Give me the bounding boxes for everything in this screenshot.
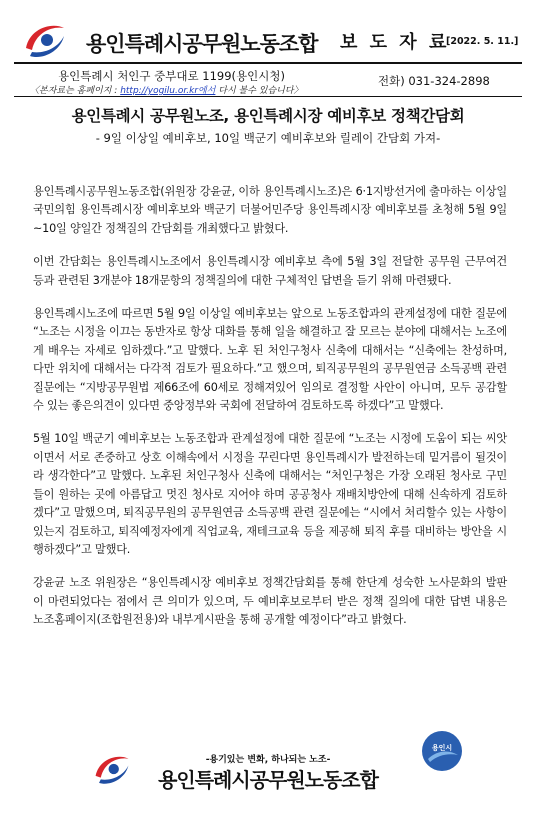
press-date: [2022. 5. 11.]	[446, 36, 519, 47]
footer-org-name: 용인특례시공무원노동조합	[158, 768, 378, 792]
org-title: 용인특례시공무원노동조합	[86, 32, 318, 56]
press-release-label: 보 도 자 료	[340, 32, 450, 53]
footer-slogan: -용기있는 변화, 하나되는 노조-	[205, 755, 331, 765]
homepage-prefix: 〈본자료는 홈페이지 :	[30, 86, 118, 96]
yongin-city-emblem-icon	[420, 729, 464, 773]
address-text: 용인특례시 처인구 중부대로 1199(용인시청)	[58, 69, 285, 83]
paragraph: 5월 10일 백군기 예비후보는 노동조합과 관계설정에 대한 질문에 “노조는 시정에 도움이 되는 씨앗이면서 서로 존중하고 상호 이해속에서 시정을 꾸린다면 용인특례시가 발전하는데 밑거름이 될것이라 생각한다”고 말했다. 노후된 처인구청사 신축에 대해서는 “처인구청은 가장 오래된 청사로 구민들이 원하는 곳에 아름답고 멋진 청사로 지어야 하며 공공청사 재배치방안에 대해 신속하게 검토하겠다”고 말했으며, 퇴직공무원의 공무원연금 소득공백 관련 질문에는 “시에서 처리할수 있는 사항이 있는지 검토하고, 퇴직예정자에게 직업교육, 재테크교육 등을 제공해 퇴직 후를 대비하는 방안을 시행하겠다”고 말했다.	[33, 432, 507, 556]
header-divider	[14, 62, 522, 64]
article-body	[33, 183, 507, 645]
article-subhead: - 9일 이상일 예비후보, 10일 백군기 예비후보와 릴레이 간담회 가져-	[95, 131, 441, 145]
emblem-label: 용인시	[431, 744, 453, 752]
homepage-note	[30, 83, 303, 96]
paragraph: 이번 간담회는 용인특례시노조에서 용인특례시장 예비후보 측에 5월 3일 전달한 공무원 근무여건 등과 관련된 3개분야 18개문항의 정책질의에 대한 구체적인 답변을 듣기 위해 마련됐다.	[33, 255, 507, 287]
article-headline: 용인특례시 공무원노조, 용인특례시장 예비후보 정책간담회	[71, 107, 465, 125]
union-swoosh-logo-icon	[22, 18, 68, 62]
contact-divider	[14, 96, 522, 97]
homepage-link[interactable]: http://yogilu.or.kr에서	[120, 86, 216, 96]
phone-number: 전화) 031-324-2898	[378, 74, 490, 88]
paragraph: 용인특례시공무원노동조합(위원장 강윤균, 이하 용인특례시노조)은 6·1지방선거에 출마하는 이상일 국민의힘 용인특례시장 예비후보와 백군기 더불어민주당 용인특례시장 예비후보를 초청해 5월 9일~10일 양일간 정책질의 간담회를 개최했다고 밝혔다.	[33, 185, 507, 235]
paragraph: 강윤균 노조 위원장은 “용인특례시장 예비후보 정책간담회를 통해 한단계 성숙한 노사문화의 발판이 마련되었다는 점에서 큰 의미가 있으며, 두 예비후보로부터 받은 정책 질의에 대한 답변 내용은 노조홈페이지(조합원전용)와 내부게시판을 통해 공개할 예정이다”라고 밝혔다.	[33, 576, 507, 627]
homepage-suffix: 다시 볼수 있습니다〉	[218, 86, 303, 96]
press-header	[14, 18, 522, 66]
paragraph: 용인특례시노조에 따르면 5월 9일 이상일 예비후보는 앞으로 노동조합과의 관계설정에 대한 질문에 “노조는 시정을 이끄는 동반자로 항상 대화를 통해 일을 해결하고 잘 모르는 분야에 대해서는 노조에게 배우는 자세로 임하겠다.”고 말했다. 노후 된 처인구청사 신축에 대해서는 “신축에는 찬성하며, 다만 위치에 대해서는 다각적 검토가 필요하다.”고 했으며, 퇴직공무원의 공무원연금 소득공백 관련 질문에는 “지방공무원법 제66조에 60세로 정해져있어 임의로 결정할 사안이 아니며, 모두 공감할 수 있는 좋은의견이 있다면 중앙정부와 국회에 전달하여 검토하도록 하겠다”고 말했다.	[33, 307, 507, 413]
